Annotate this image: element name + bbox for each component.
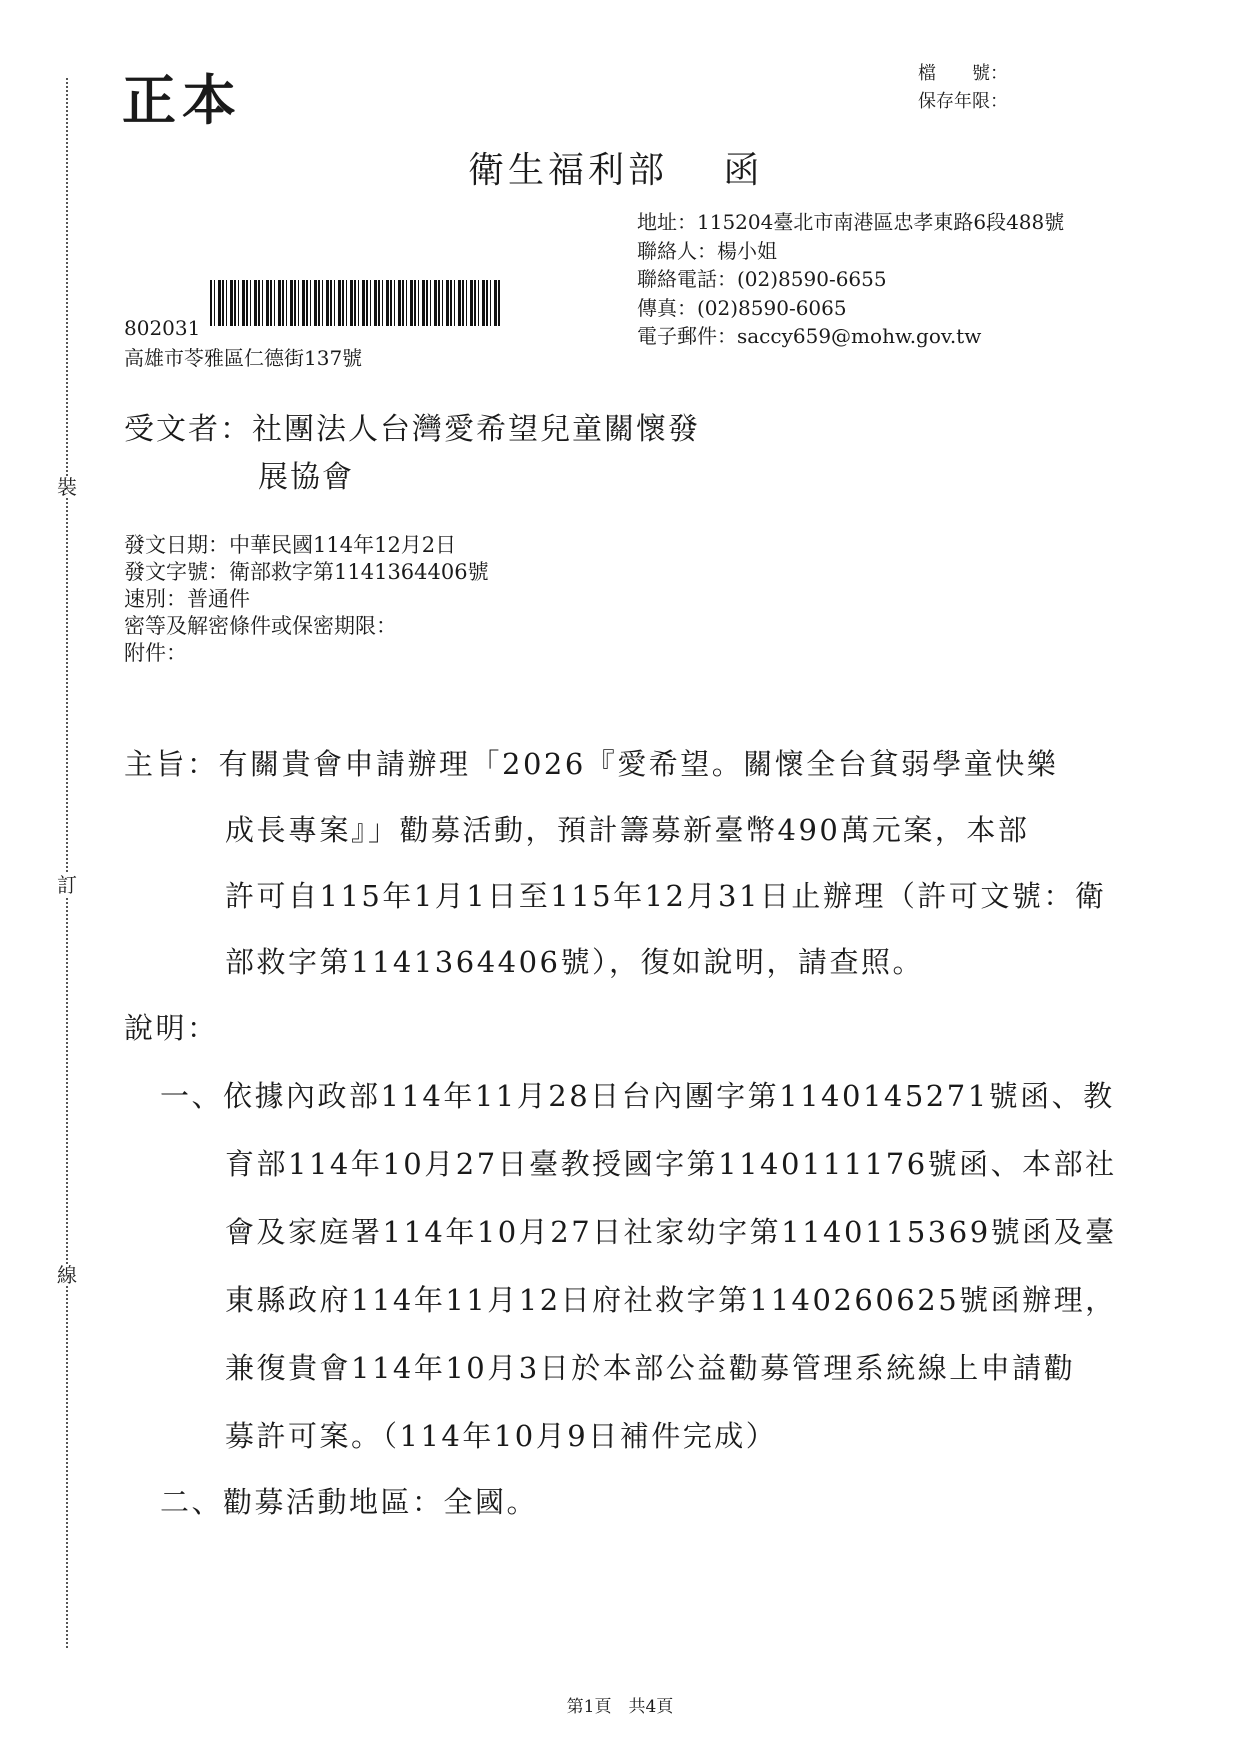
sender-contact: 聯絡人：楊小姐	[637, 238, 777, 263]
binding-line	[66, 78, 68, 1648]
barcode-image	[210, 280, 500, 326]
subject-line-1: 主旨：有關貴會申請辦理「2026『愛希望。關懷全台貧弱學童快樂	[124, 747, 1059, 781]
sender-fax: 傳真：(02)8590-6065	[637, 295, 847, 320]
issue-date: 發文日期：中華民國114年12月2日	[124, 533, 457, 557]
file-number: 檔 號：	[918, 63, 1008, 84]
attachments: 附件：	[124, 641, 187, 665]
sender-address: 地址：115204臺北市南港區忠孝東路6段488號	[637, 210, 1065, 234]
delivery-speed: 速別：普通件	[124, 587, 250, 611]
page-footer: 第1頁 共4頁	[566, 1697, 674, 1717]
explanation-item-1-line-1: 一、依據內政部114年11月28日台內團字第1140145271號函、教	[160, 1079, 1115, 1113]
document-number: 發文字號：衛部救字第1141364406號	[124, 560, 489, 584]
explanation-item-1-line-6: 募許可案。（114年10月9日補件完成）	[225, 1419, 778, 1453]
explanation-item-1-line-2: 育部114年10月27日臺教授國字第1140111176號函、本部社	[225, 1147, 1117, 1181]
retention-period: 保存年限：	[918, 91, 1008, 112]
binding-mark-bottom: 線	[57, 1263, 77, 1287]
document-meta	[124, 532, 489, 667]
copy-stamp: 正本	[122, 68, 242, 132]
binding-mark-middle: 訂	[57, 873, 77, 897]
binding-mark-top: 裝	[57, 475, 77, 499]
file-meta	[918, 60, 1008, 116]
secrecy-level: 密等及解密條件或保密期限：	[124, 614, 397, 638]
explanation-item-2: 二、勸募活動地區：全國。	[160, 1485, 539, 1519]
subject-line-2: 成長專案』」勸募活動，預計籌募新臺幣490萬元案，本部	[225, 813, 1030, 847]
recipient-line-1: 受文者：社團法人台灣愛希望兒童關懷發	[124, 412, 700, 447]
subject-line-3: 許可自115年1月1日至115年12月31日止辦理（許可文號：衛	[225, 879, 1107, 913]
explanation-item-1-line-4: 東縣政府114年11月12日府社救字第1140260625號函辦理，	[225, 1283, 1117, 1317]
explanation-heading: 說明：	[124, 1011, 219, 1045]
sender-info	[637, 208, 1064, 351]
explanation-item-1-line-3: 會及家庭署114年10月27日社家幼字第1140115369號函及臺	[225, 1215, 1117, 1249]
document-title: 衛生福利部 函	[468, 150, 764, 191]
sender-phone: 聯絡電話：(02)8590-6655	[637, 267, 887, 291]
recipient-line-2: 展協會	[258, 460, 354, 495]
sender-email: 電子郵件：saccy659@mohw.gov.tw	[637, 324, 982, 348]
subject-line-4: 部救字第1141364406號），復如說明，請查照。	[225, 945, 925, 979]
recipient-zip: 802031	[124, 316, 201, 340]
recipient-address: 高雄市苓雅區仁德街137號	[124, 346, 363, 370]
explanation-item-1-line-5: 兼復貴會114年10月3日於本部公益勸募管理系統線上申請勸	[225, 1351, 1076, 1385]
